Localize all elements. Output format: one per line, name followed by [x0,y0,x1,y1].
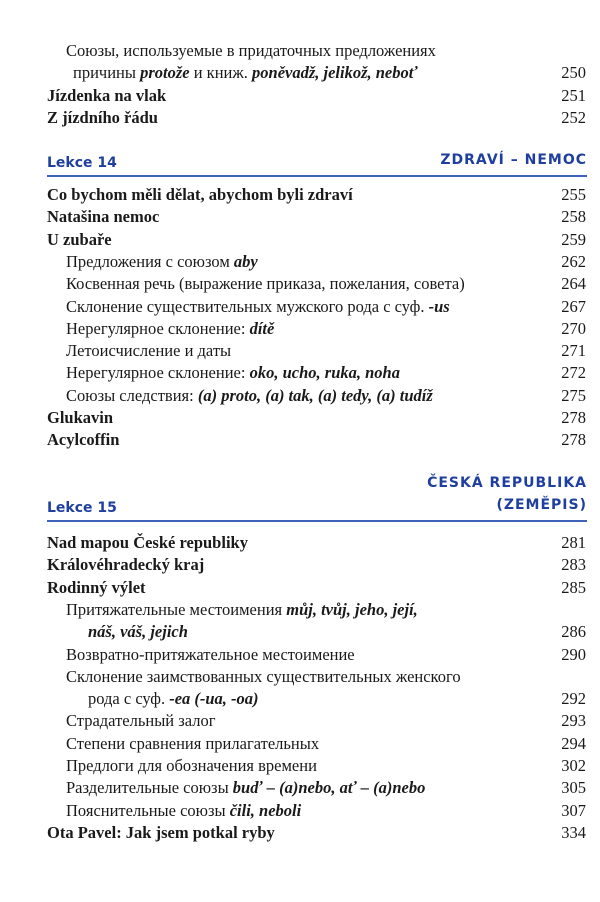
lesson-number: Lekce 15 [47,500,117,516]
czech-term: buď – (a)nebo, ať – (a)nebo [232,778,426,798]
title-text: Jízdenka na vlak [47,85,167,105]
toc-entry-title [66,644,355,666]
toc-entry-title [47,229,112,251]
toc-entry-main [0,429,600,451]
toc-entry-title [66,251,258,273]
toc-entry-title [66,385,433,407]
title-text: Косвенная речь (выражение приказа, пожелания, совета) [66,274,465,294]
page-number: 307 [561,800,586,820]
toc-entry-title [66,599,418,621]
page-number: 278 [561,408,586,427]
toc-entry-main [0,822,600,844]
page-number: 264 [561,274,586,294]
page-number: 283 [561,555,586,575]
title-text: Нерегулярное склонение: [66,363,250,383]
page-number: 255 [561,185,586,204]
title-text: U zubaře [47,229,112,249]
czech-term: aby [233,251,258,271]
lesson-header [47,117,587,177]
toc-entry-title [47,532,248,554]
toc-entry-title [88,621,188,643]
page-number: 275 [561,385,586,405]
toc-entry-sub [0,385,600,407]
toc-entry-main [0,85,600,107]
toc-entry-title [47,184,353,206]
title-text: Rodinný výlet [47,577,146,597]
title-text: Пояснительные союзы [66,800,230,820]
czech-term: (a) proto, (a) tak, (a) tedy, (a) tudíž [197,385,433,405]
toc-entry-title [66,362,400,384]
title-text: Склонение заимствованных существительных женского [66,666,461,686]
czech-term: -us [428,296,450,316]
page-number: 302 [561,756,586,775]
toc-entry-sub [0,599,600,621]
page-number: 251 [561,85,586,105]
toc-entry-sub [0,621,600,643]
page-number: 293 [561,711,586,731]
page-number: 267 [561,296,586,316]
title-text: Возвратно-притяжательное местоимение [66,644,355,664]
title-text: Притяжательные местоимения [66,599,287,619]
toc-entry-main [0,206,600,228]
title-text: Glukavin [47,408,114,427]
title-text: Нерегулярное склонение: [66,318,250,338]
title-text: Acylcoffin [47,430,120,450]
toc-entry-sub [0,755,600,777]
title-text: Летоисчисление и даты [66,341,232,361]
divider [47,175,587,177]
czech-term: náš, váš, jejich [88,622,188,642]
title-text: Склонение существительных мужского рода с суф. [66,296,429,316]
czech-term: poněvadž, jelikož, neboť [252,63,418,83]
page-number: 278 [561,430,586,450]
title-text: Královéhradecký kraj [47,555,205,575]
title-text: и книж. [189,63,253,83]
toc-entry-sub [0,666,600,688]
page-number: 262 [561,251,586,271]
toc-entry-title [66,273,465,295]
toc-entry-sub [0,251,600,273]
title-text: Natašina nemoc [47,207,160,227]
toc-entry-main [0,554,600,576]
toc-entry-sub [0,40,600,62]
toc-entry-sub [0,733,600,755]
page-number: 290 [561,644,586,664]
page-number: 271 [561,341,586,361]
toc-entry-title [47,429,119,451]
toc-entry-title [73,62,418,84]
toc-entry-title [47,407,113,429]
lesson-topic-line: ZDRAVÍ – NEMOC [440,152,587,168]
page-number: 292 [561,689,586,709]
title-text: Союзы следствия: [66,385,198,405]
page-number: 250 [561,63,586,83]
page-number: 252 [561,107,586,127]
toc-entry-title [66,710,215,732]
toc-entry-title [47,85,166,107]
toc-entry-sub [0,362,600,384]
toc-entry-title [66,40,436,62]
title-text: Разделительные союзы [66,778,233,798]
czech-term: protože [140,63,190,83]
toc-entry-sub [0,777,600,799]
czech-term: dítě [249,318,275,338]
lesson-header [47,462,587,522]
divider [47,520,587,522]
toc-entry-title [66,666,461,688]
page-number: 259 [561,229,586,249]
page-number: 285 [561,577,586,597]
page-number: 294 [561,733,586,753]
title-text: Страдательный залог [66,711,216,731]
toc-entry-sub [0,644,600,666]
title-text: Предложения с союзом [66,251,234,271]
toc-entry-main [0,577,600,599]
toc-entry-sub [0,62,600,84]
toc-entry-title [47,554,204,576]
toc-entry-sub [0,710,600,732]
title-text: рода с суф. [88,689,170,709]
toc-entry-title [66,296,450,318]
toc-entry-sub [0,340,600,362]
toc-entry-main [0,407,600,429]
title-text: Степени сравнения прилагательных [66,733,320,753]
title-text: причины [73,63,141,83]
czech-term: -ea (-ua, -oa) [169,689,259,709]
toc-entry-title [66,800,301,822]
title-text: Предлоги для обозначения времени [66,756,317,775]
toc-entry-main [0,229,600,251]
page-number: 281 [561,533,586,552]
toc-entry-title [66,318,274,340]
toc-entry-title [66,733,319,755]
toc-entry-title [47,822,275,844]
toc-entry-title [88,688,259,710]
toc-entry-title [66,777,425,799]
title-text: Co bychom měli dělat, abychom byli zdraví [47,185,353,204]
toc-entry-sub [0,800,600,822]
czech-term: čili, neboli [229,800,302,820]
toc-entry-title [66,755,317,777]
lesson-topic [440,149,587,171]
toc-entry-title [47,206,159,228]
title-text: Союзы, используемые в придаточных предложениях [66,41,436,60]
czech-term: můj, tvůj, jeho, její, [286,599,418,619]
lesson-topic [427,472,587,516]
toc-entry-sub [0,296,600,318]
toc-entry-main [0,184,600,206]
toc-entry-sub [0,273,600,295]
page-number: 334 [561,822,586,842]
page-number: 305 [561,778,586,798]
toc-entry-title [47,577,146,599]
toc-entry-sub [0,688,600,710]
toc-entry-main [0,532,600,554]
page-number: 286 [561,622,586,642]
page-number: 272 [561,363,586,383]
toc-entry-title [66,340,231,362]
title-text: Z jízdního řádu [47,107,158,127]
lesson-number: Lekce 14 [47,155,117,171]
title-text: Ota Pavel: Jak jsem potkal ryby [47,822,275,842]
page-number: 258 [561,207,586,227]
lesson-topic-line: (ZEMĚPIS) [496,497,587,513]
title-text: Nad mapou České republiky [47,533,248,552]
toc-entry-sub [0,318,600,340]
lesson-topic-line: ČESKÁ REPUBLIKA [427,475,587,491]
page-number: 270 [561,318,586,338]
czech-term: oko, ucho, ruka, noha [249,363,400,383]
